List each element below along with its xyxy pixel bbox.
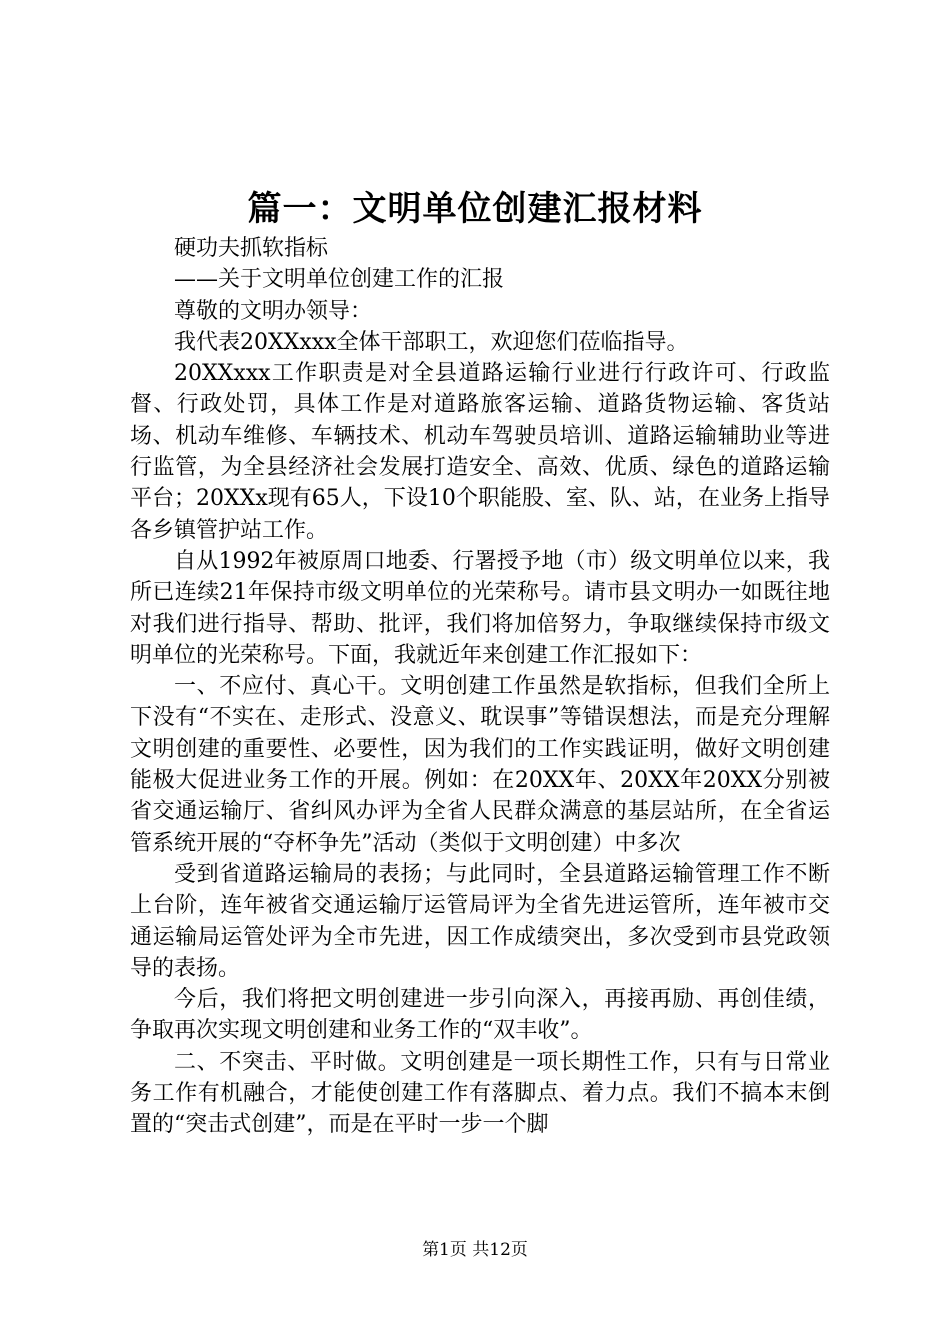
paragraph: 硬功夫抓软指标 (174, 236, 329, 261)
page-number-footer: 第1页 共12页 (422, 1240, 528, 1260)
paragraph: ——关于文明单位创建工作的汇报 (174, 267, 505, 293)
paragraph: 今后，我们将把文明创建进一步引向深入，再接再励、再创佳绩，争取再次实现文明创建和业务工作的“双丰收”。 (130, 987, 830, 1044)
document-title: 篇一：文明单位创建汇报材料 (247, 189, 703, 229)
paragraph: 一、不应付、真心干。文明创建工作虽然是软指标，但我们全所上下没有“不实在、走形式、没意义、耽误事”等错误想法，而是充分理解文明创建的重要性、必要性，因为我们的工作实践证明，做好文明创建能极大促进业务工作的开展。例如：在20XX年、20XX年20XX分别被省交通运输厅、省纠风办评为全省人民群众满意的基层站所，在全省运管系统开展的“夺杯争先”活动（类似于文明创建）中多次 (130, 674, 830, 856)
paragraph: 二、不突击、平时做。文明创建是一项长期性工作，只有与日常业务工作有机融合，才能使创建工作有落脚点、着力点。我们不搞本末倒置的“突击式创建”，而是在平时一步一个脚 (130, 1049, 830, 1138)
paragraph: 我代表20XXxxx全体干部职工，欢迎您们莅临指导。 (174, 329, 689, 355)
paragraph: 受到省道路运输局的表扬；与此同时，全县道路运输管理工作不断上台阶，连年被省交通运输厅运管局评为全省先进运管所，连年被市交通运输局运管处评为全市先进，因工作成绩突出，多次受到市县党政领导的表扬。 (130, 861, 830, 981)
paragraph: 20XXxxx工作职责是对全县道路运输行业进行行政许可、行政监督、行政处罚，具体工作是对道路旅客运输、道路货物运输、客货站场、机动车维修、车辆技术、机动车驾驶员培训、道路运输辅助业等进行监管，为全县经济社会发展打造安全、高效、优质、绿色的道路运输平台；20XXx现有65人，下设10个职能股、室、队、站，在业务上指导各乡镇管护站工作。 (130, 361, 830, 543)
paragraph: 尊敬的文明办领导： (174, 298, 373, 324)
paragraph: 自从1992年被原周口地委、行署授予地（市）级文明单位以来，我所已连续21年保持市级文明单位的光荣称号。请市县文明办一如既往地对我们进行指导、帮助、批评，我们将加倍努力，争取继续保持市级文明单位的光荣称号。下面，我就近年来创建工作汇报如下： (130, 548, 830, 668)
document-body (130, 233, 830, 1141)
